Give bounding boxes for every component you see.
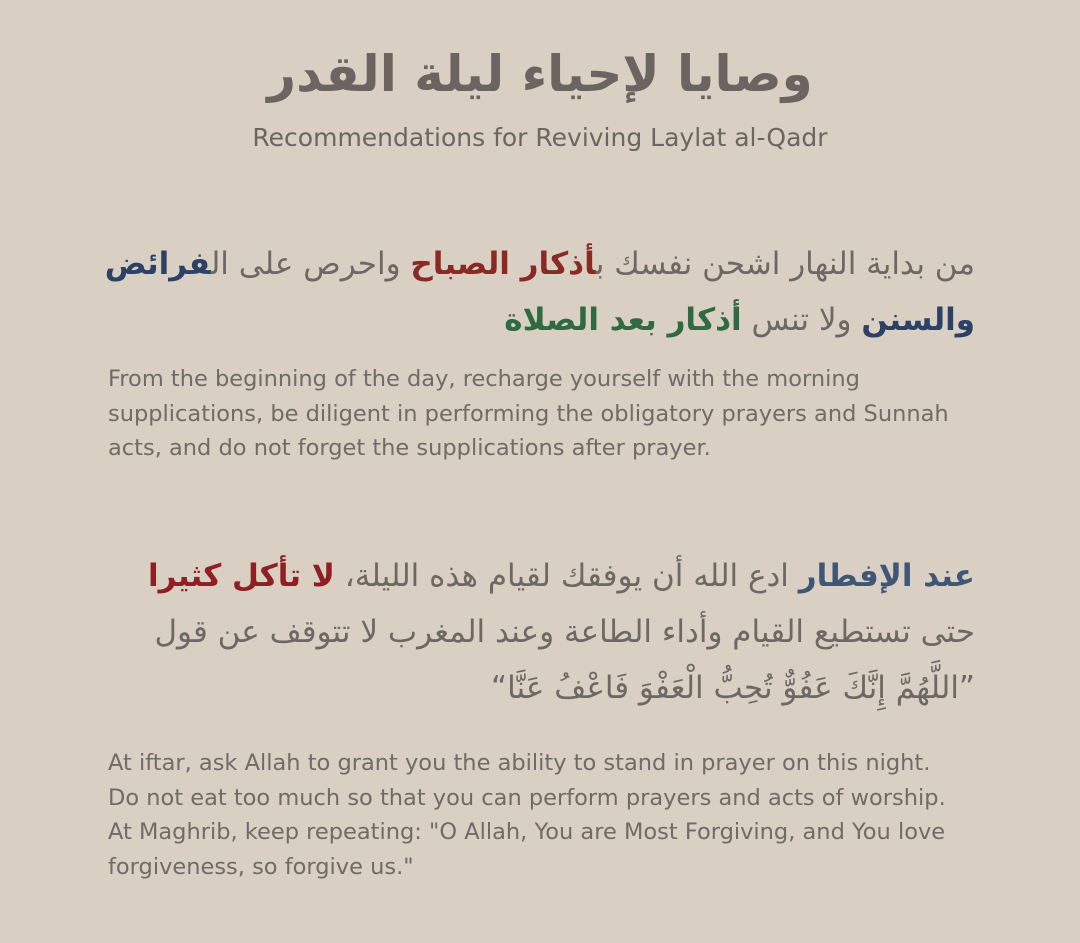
section1-ar-text-2: واحرص على ال [210, 246, 411, 282]
page-title-arabic: وصايا لإحياء ليلة القدر [267, 45, 813, 103]
section1-highlight-morning-adhkar: أذكار الصباح [410, 246, 596, 282]
section2-highlight-iftar: عند الإفطار [798, 558, 975, 594]
section2-arabic-paragraph [100, 548, 975, 716]
section2-highlight-dont-eat-much: لا تأكل كثيرا [147, 558, 335, 594]
section1-highlight-faraid-sunan: فرائض والسنن [104, 246, 975, 338]
section2-ar-text-1: ادع الله أن يوفقك لقيام هذه الليلة، [334, 558, 799, 594]
section1-arabic-paragraph [100, 236, 975, 348]
section1-ar-text-1: من بداية النهار اشحن نفسك ب [595, 246, 975, 282]
page-title-english: Recommendations for Reviving Laylat al-Qadr [252, 123, 828, 152]
section1-english-paragraph: From the beginning of the day, recharge yourself with the morning supplications, be diligent in performing the obligatory prayers and Sunnah acts, and do not forget the supplications after prayer. [108, 366, 949, 461]
section2-english-paragraph: At iftar, ask Allah to grant you the ability to stand in prayer on this night. Do not eat too much so that you can perform prayers and acts of worship. At Maghrib, keep repeating: "O Allah, You are Most Forgiving, and You love forgiveness, so forgive us." [108, 750, 946, 880]
section2-ar-text-2: حتى تستطيع القيام وأداء الطاعة وعند المغرب لا تتوقف عن قول ”اللَّهُمَّ إِنَّكَ عَفُوٌّ تُحِبُّ الْعَفْوَ فَاعْفُ عَنَّا“ [154, 614, 975, 706]
section1-highlight-after-prayer-adhkar: أذكار بعد الصلاة [504, 302, 742, 338]
section1-ar-text-3: ولا تنس [741, 302, 862, 338]
